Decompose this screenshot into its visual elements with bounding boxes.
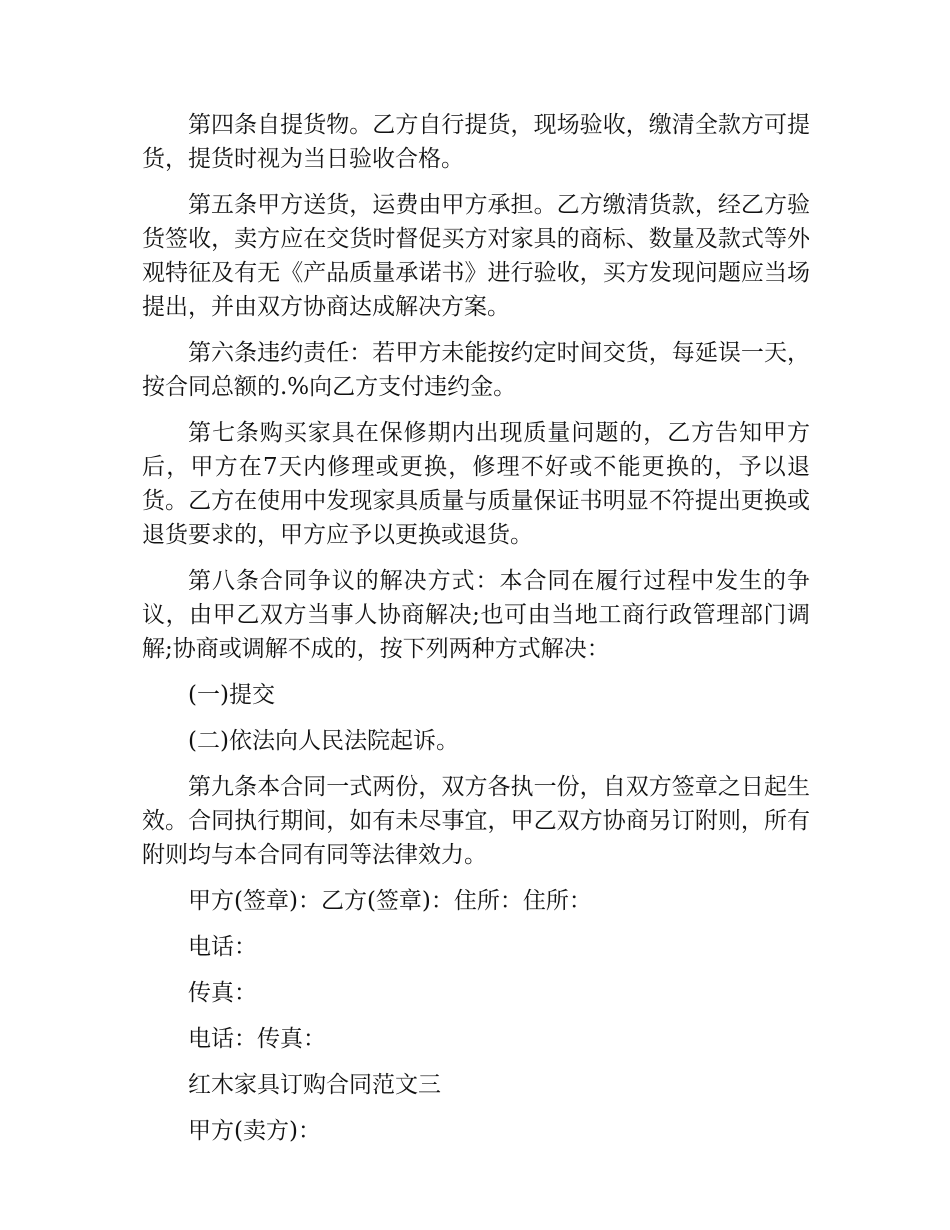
article-8-paragraph: 第八条合同争议的解决方式：本合同在履行过程中发生的争议，由甲乙双方当事人协商解决;也可由当地工商行政管理部门调解;协商或调解不成的，按下列两种方式解决： bbox=[142, 568, 810, 662]
phone-line: 电话： bbox=[188, 934, 257, 960]
article-5-paragraph: 第五条甲方送货，运费由甲方承担。乙方缴清货款，经乙方验货签收，卖方应在交货时督促买方对家具的商标、数量及款式等外观特征及有无《产品质量承诺书》进行验收，买方发现问题应当场提出，并由双方协商达成解决方案。 bbox=[142, 192, 810, 320]
article-6-paragraph: 第六条违约责任：若甲方未能按约定时间交货，每延误一天，按合同总额的.%向乙方支付违约金。 bbox=[142, 340, 810, 400]
phone-fax-line: 电话：传真： bbox=[188, 1026, 326, 1052]
section-title: 红木家具订购合同范文三 bbox=[188, 1072, 441, 1098]
document-body bbox=[142, 108, 810, 1160]
party-a-seller-line: 甲方(卖方)： bbox=[188, 1118, 321, 1144]
article-9-paragraph: 第九条本合同一式两份，双方各执一份，自双方签章之日起生效。合同执行期间，如有未尽事宜，甲乙双方协商另订附则，所有附则均与本合同有同等法律效力。 bbox=[142, 774, 810, 868]
article-7-paragraph: 第七条购买家具在保修期内出现质量问题的，乙方告知甲方后，甲方在7天内修理或更换，修理不好或不能更换的，予以退货。乙方在使用中发现家具质量与质量保证书明显不符提出更换或退货要求的，甲方应予以更换或退货。 bbox=[142, 420, 810, 548]
article-4-paragraph: 第四条自提货物。乙方自行提货，现场验收，缴清全款方可提货，提货时视为当日验收合格。 bbox=[142, 112, 810, 172]
option-1-line: (一)提交 bbox=[188, 682, 275, 708]
option-2-line: (二)依法向人民法院起诉。 bbox=[188, 728, 459, 754]
fax-line: 传真： bbox=[188, 980, 257, 1006]
signature-line: 甲方(签章)：乙方(签章)：住所：住所： bbox=[188, 888, 592, 914]
